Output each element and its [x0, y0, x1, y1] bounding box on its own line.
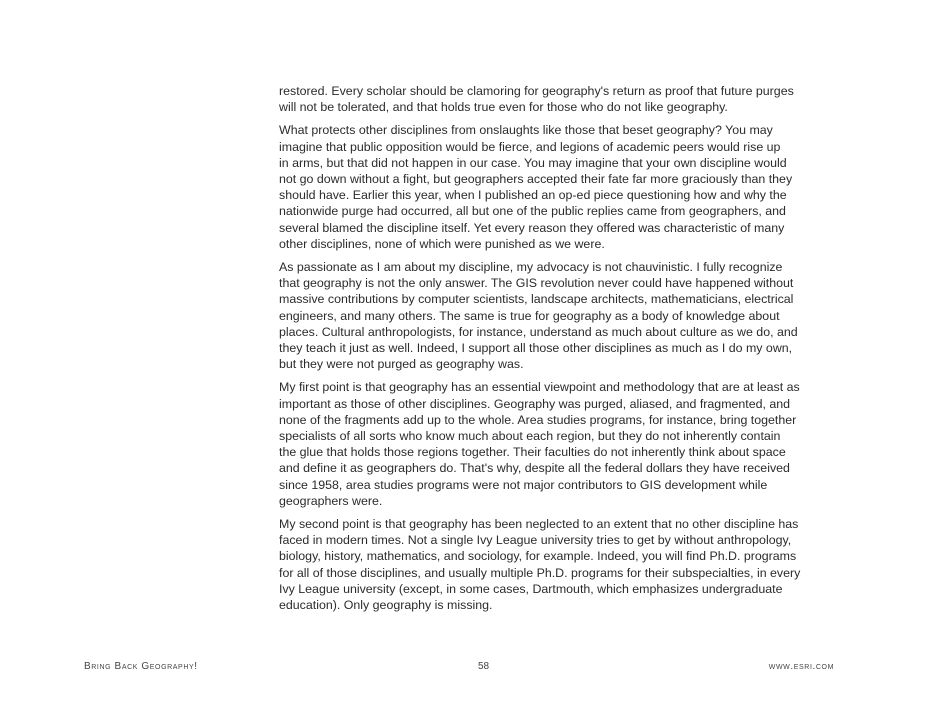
text-line: As passionate as I am about my discipline, my advocacy is not chauvinistic. I fully recognize	[279, 260, 783, 275]
text-line: massive contributions by computer scientists, landscape architects, mathematicians, electrical	[279, 292, 794, 307]
text-line: but they were not purged as geography was.	[279, 357, 524, 372]
paragraph	[279, 259, 834, 372]
paragraph	[279, 122, 834, 252]
footer-title: Bring Back Geography!	[84, 661, 198, 672]
text-line: since 1958, area studies programs were not major contributors to GIS development while	[279, 477, 768, 492]
text-line: in arms, but that did not happen in our case. You may imagine that your own discipline would	[279, 155, 787, 170]
text-line: that geography is not the only answer. The GIS revolution never could have happened without	[279, 276, 794, 291]
text-line: restored. Every scholar should be clamoring for geography's return as proof that future purges	[279, 84, 794, 98]
page-footer	[84, 661, 834, 675]
text-line: My second point is that geography has been neglected to an extent that no other discipline has	[279, 517, 799, 532]
text-line: they teach it just as well. Indeed, I support all those other disciplines as much as I do my own,	[279, 341, 793, 356]
text-line: biology, history, mathematics, and sociology, for example. Indeed, you will find Ph.D. programs	[279, 549, 797, 564]
text-line: other disciplines, none of which were punished as we were.	[279, 236, 605, 251]
text-line: engineers, and many others. The same is true for geography as a body of knowledge about	[279, 308, 780, 323]
text-line: imagine that public opposition would be fierce, and legions of academic peers would rise up	[279, 139, 781, 154]
text-line: education). Only geography is missing.	[279, 598, 493, 613]
text-line: important as those of other disciplines. Geography was purged, aliased, and fragmented, and	[279, 396, 791, 411]
text-line: the glue that holds those regions together. Their faculties do not inherently think about space	[279, 445, 786, 460]
text-line: My first point is that geography has an essential viewpoint and methodology that are at least as	[279, 380, 800, 395]
paragraph	[279, 516, 834, 613]
text-line: not go down without a fight, but geographers accepted their fate far more graciously than they	[279, 172, 793, 187]
text-line: faced in modern times. Not a single Ivy League university tries to get by without anthropology,	[279, 533, 792, 548]
paragraph	[279, 379, 834, 509]
text-line: none of the fragments add up to the whole. Area studies programs, for instance, bring together	[279, 412, 797, 427]
body-text	[279, 83, 834, 620]
text-line: and define it as geographers do. That's why, despite all the federal dollars they have received	[279, 461, 790, 476]
text-line: What protects other disciplines from onslaughts like those that beset geography? You may	[279, 123, 773, 138]
text-line: nationwide purge had occurred, all but one of the public replies came from geographers, and	[279, 204, 786, 219]
text-line: Ivy League university (except, in some cases, Dartmouth, which emphasizes undergraduate	[279, 581, 783, 596]
text-line: geographers were.	[279, 493, 383, 508]
text-line: several blamed the discipline itself. Yet every reason they offered was characteristic of many	[279, 220, 785, 235]
footer-url: www.esri.com	[768, 661, 834, 672]
paragraph	[279, 83, 834, 115]
text-line: specialists of all sorts who know much about each region, but they do not inherently contain	[279, 429, 781, 444]
text-line: will not be tolerated, and that holds true even for those who do not like geography.	[279, 100, 728, 115]
text-line: for all of those disciplines, and usually multiple Ph.D. programs for their subspecialties, in every	[279, 565, 801, 580]
page-number: 58	[478, 661, 490, 672]
text-line: places. Cultural anthropologists, for instance, understand as much about culture as we do, and	[279, 324, 798, 339]
text-line: should have. Earlier this year, when I published an op-ed piece questioning how and why the	[279, 188, 787, 203]
